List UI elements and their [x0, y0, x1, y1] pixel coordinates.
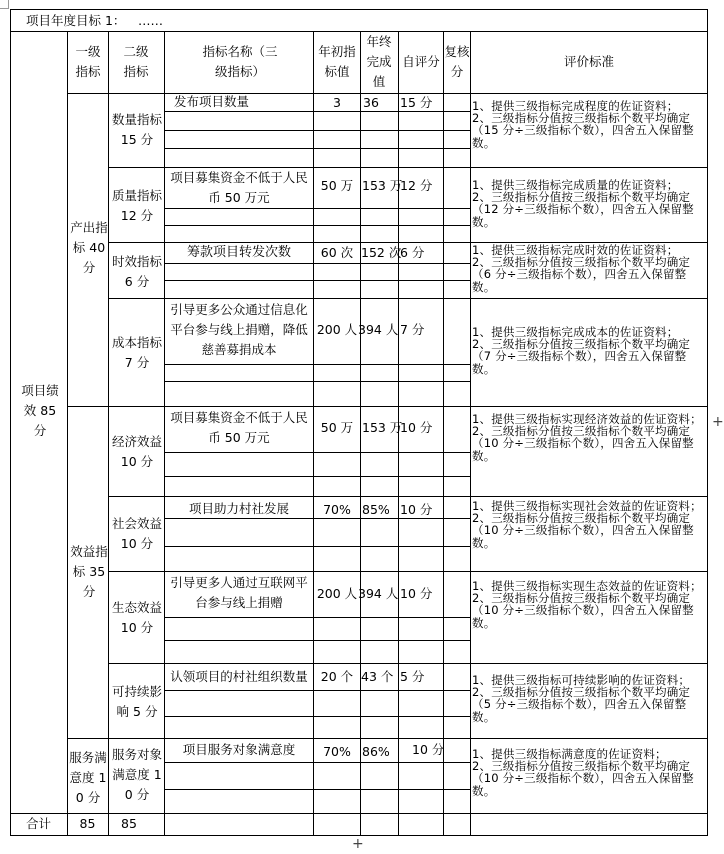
criteria: 1、提供三级指标实现经济效益的佐证资料； 2、三级指标分值按三级指标个数平均确定（10 分÷三级指标个数），四舍五入保留整数。 [472, 412, 702, 463]
indicator-name: 引导更多公众通过信息化平台参与线上捐赠，降低慈善募捐成本 [170, 302, 308, 357]
self-score: 15 分 [400, 95, 433, 110]
plus-handle-bottom[interactable]: + [352, 836, 364, 852]
criteria: 1、提供三级指标实现社会效益的佐证资料； 2、三级指标分值按三级指标个数平均确定（10 分÷三级指标个数），四舍五入保留整数。 [472, 499, 702, 550]
level2-ecological-benefit: 生态效益 10 分 [111, 600, 162, 635]
final-value: 43 个 [361, 669, 394, 684]
indicator-name: 发布项目数量 [174, 94, 250, 109]
initial-value: 20 个 [320, 669, 354, 684]
criteria: 1、提供三级指标完成时效的佐证资料； 2、三级指标分值按三级指标个数平均确定（6 分÷三级指标个数），四舍五入保留整数。 [472, 243, 691, 294]
indicator-name: 认领项目的村社组织数量 [170, 669, 308, 684]
initial-value: 60 次 [320, 245, 354, 260]
plus-handle-right[interactable]: + [712, 414, 724, 430]
initial-value: 70% [323, 744, 351, 759]
self-score: 10 分 [400, 502, 433, 517]
header-level1: 一级指标 [75, 44, 101, 79]
final-value: 153 万 [362, 420, 403, 435]
criteria: 1、提供三级指标可持续影响的佐证资料； 2、三级指标分值按三级指标个数平均确定（5 分÷三级指标个数），四舍五入保留整数。 [472, 673, 691, 724]
self-score: 7 分 [400, 322, 425, 337]
level2-service-satisfaction: 服务对象满意度 10 分 [111, 747, 162, 802]
header-review-score: 复核分 [444, 44, 470, 79]
header-criteria: 评价标准 [563, 54, 614, 69]
criteria: 1、提供三级指标完成质量的佐证资料； 2、三级指标分值按三级指标个数平均确定（12 分÷三级指标个数），四舍五入保留整数。 [472, 178, 694, 229]
criteria: 1、提供三级指标完成成本的佐证资料； 2、三级指标分值按三级指标个数平均确定（7 分÷三级指标个数），四舍五入保留整数。 [472, 325, 691, 376]
final-value: 86% [362, 744, 390, 759]
self-score: 5 分 [400, 669, 425, 684]
self-score: 10 分 [400, 586, 433, 601]
level1-benefit: 效益指标 35 分 [70, 544, 108, 599]
level2-economic-benefit: 经济效益 10 分 [111, 434, 162, 469]
header-indicator-name: 指标名称（三级指标） [202, 44, 278, 79]
level2-cost: 成本指标 7 分 [111, 335, 162, 370]
header-final-value: 年终完成值 [366, 34, 392, 89]
self-score: 10 分 [412, 742, 445, 757]
total-level1: 85 [79, 816, 96, 831]
level2-social-benefit: 社会效益 10 分 [111, 516, 162, 551]
final-value: 152 次 [361, 245, 402, 260]
criteria: 1、提供三级指标完成程度的佐证资料； 2、三级指标分值按三级指标个数平均确定（15 分÷三级指标个数），四舍五入保留整数。 [472, 99, 694, 150]
level2-quantity: 数量指标 15 分 [111, 112, 162, 147]
indicator-name: 项目助力村社发展 [188, 501, 289, 516]
final-value: 394 人 [358, 322, 399, 337]
goal-label: 项目年度目标 1： [26, 13, 126, 28]
level2-quality: 质量指标 12 分 [111, 188, 162, 223]
total-level2: 85 [121, 816, 137, 831]
indicator-name: 筹款项目转发次数 [186, 245, 291, 260]
header-level2: 二级指标 [123, 44, 149, 79]
level2-sustainable-impact: 可持续影响 5 分 [111, 684, 162, 719]
indicator-name: 项目募集资金不低于人民币 50 万元 [170, 410, 308, 445]
level1-satisfaction: 服务满意度 10 分 [69, 750, 107, 805]
initial-value: 200 人 [316, 322, 358, 337]
indicator-name: 项目募集资金不低于人民币 50 万元 [170, 170, 308, 205]
initial-value: 50 万 [320, 178, 354, 193]
self-score: 6 分 [400, 245, 425, 260]
initial-value: 3 [333, 95, 341, 110]
level0-project-performance: 项目绩效 85 分 [21, 383, 59, 438]
final-value: 85% [362, 502, 390, 517]
final-value: 36 [363, 95, 379, 110]
final-value: 153 万 [362, 178, 403, 193]
page-corner-mark [0, 0, 9, 9]
initial-value: 70% [323, 502, 351, 517]
level1-output: 产出指标 40 分 [70, 220, 108, 275]
self-score: 12 分 [400, 178, 433, 193]
level2-timeliness: 时效指标 6 分 [111, 254, 162, 289]
goal-value: …… [138, 13, 163, 28]
initial-value: 200 人 [316, 586, 358, 601]
final-value: 394 人 [358, 586, 399, 601]
indicator-name: 项目服务对象满意度 [182, 742, 296, 757]
header-initial-value: 年初指标值 [318, 44, 356, 79]
criteria: 1、提供三级指标实现生态效益的佐证资料； 2、三级指标分值按三级指标个数平均确定（10 分÷三级指标个数），四舍五入保留整数。 [472, 579, 702, 630]
self-score: 10 分 [400, 420, 433, 435]
header-self-score: 自评分 [402, 54, 440, 69]
indicator-name: 引导更多人通过互联网平台参与线上捐赠 [170, 575, 308, 610]
criteria: 1、提供三级指标满意度的佐证资料； 2、三级指标分值按三级指标个数平均确定（10 分÷三级指标个数），四舍五入保留整数。 [472, 747, 694, 798]
initial-value: 50 万 [320, 420, 354, 435]
total-label: 合计 [25, 816, 51, 831]
